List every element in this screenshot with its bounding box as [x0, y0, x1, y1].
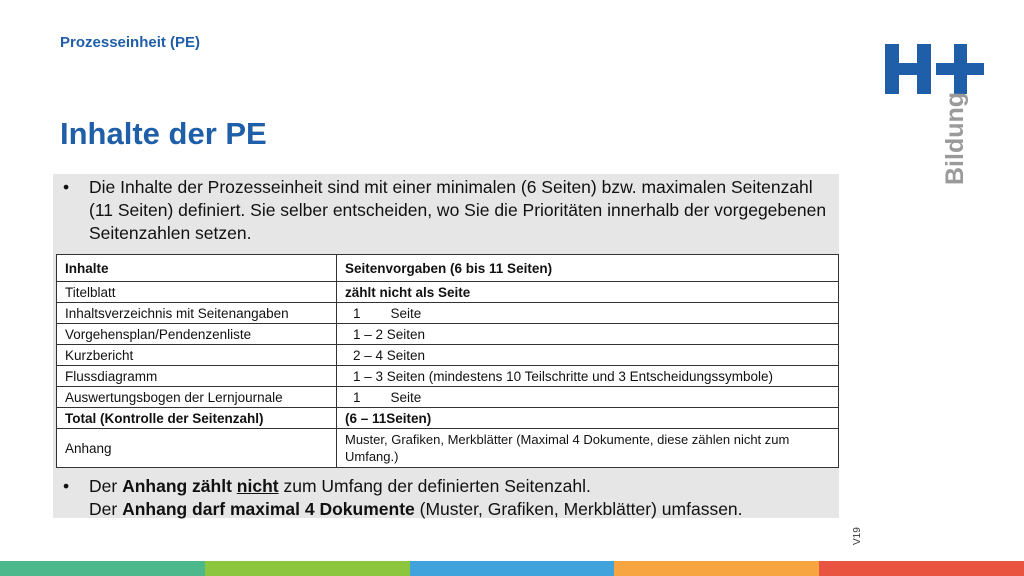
contents-table: [56, 254, 839, 468]
table-row: [57, 282, 839, 303]
table-row: [57, 345, 839, 366]
color-segment: [819, 561, 1024, 576]
cell-pages: 1 – 3 Seiten (mindestens 10 Teilschritte und 3 Entscheidungssymbole): [337, 366, 839, 387]
color-segment: [205, 561, 410, 576]
header-inhalte: Inhalte: [57, 255, 337, 282]
cell-pages: (6 – 11Seiten): [337, 408, 839, 429]
content-panel: [53, 174, 839, 518]
header-seitenvorgaben: Seitenvorgaben (6 bis 11 Seiten): [337, 255, 839, 282]
version-label: V19: [852, 527, 863, 545]
cell-item: Kurzbericht: [57, 345, 337, 366]
cell-item: Inhaltsverzeichnis mit Seitenangaben: [57, 303, 337, 324]
cell-pages: 2 – 4 Seiten: [337, 345, 839, 366]
cell-item: Auswertungsbogen der Lernjournale: [57, 387, 337, 408]
table-row-total: [57, 408, 839, 429]
h-plus-bildung-logo: [880, 40, 990, 190]
cell-item: Titelblatt: [57, 282, 337, 303]
cell-pages: 1 Seite: [337, 387, 839, 408]
table-row: [57, 303, 839, 324]
cell-pages: 1 – 2 Seiten: [337, 324, 839, 345]
header-subtitle: Prozesseinheit (PE): [60, 34, 201, 51]
table-header-row: [57, 255, 839, 282]
anhang-text: Der Anhang zählt nicht zum Umfang der definierten Seitenzahl. Der Anhang darf maximal 4 Dokumente (Muster, Grafiken, Merkblätter) umfassen.: [89, 476, 743, 519]
cell-pages: Muster, Grafiken, Merkblätter (Maximal 4 Dokumente, diese zählen nicht zum Umfang.): [337, 429, 839, 468]
table-row: [57, 366, 839, 387]
page-title: Inhalte der PE: [60, 116, 267, 151]
svg-text:Bildung: Bildung: [941, 91, 969, 185]
cell-item: Flussdiagramm: [57, 366, 337, 387]
table-row: [57, 387, 839, 408]
bullet-symbol: •: [63, 476, 70, 496]
table-row-anhang: [57, 429, 839, 468]
cell-item: Anhang: [57, 429, 337, 468]
cell-item: Total (Kontrolle der Seitenzahl): [57, 408, 337, 429]
cell-item: Vorgehensplan/Pendenzenliste: [57, 324, 337, 345]
color-segment: [410, 561, 615, 576]
intro-text: Die Inhalte der Prozesseinheit sind mit einer minimalen (6 Seiten) bzw. maximalen Seitenzahl (11 Seiten) definiert. Sie selber entscheiden, wo Sie die Prioritäten innerhalb der vorgegebenen Seitenzahlen setzen.: [89, 177, 827, 243]
footer-color-bar: [0, 561, 1024, 576]
table-row: [57, 324, 839, 345]
cell-pages: 1 Seite: [337, 303, 839, 324]
bullet-symbol: •: [63, 177, 70, 197]
cell-pages: zählt nicht als Seite: [337, 282, 839, 303]
color-segment: [614, 561, 819, 576]
color-segment: [0, 561, 205, 576]
